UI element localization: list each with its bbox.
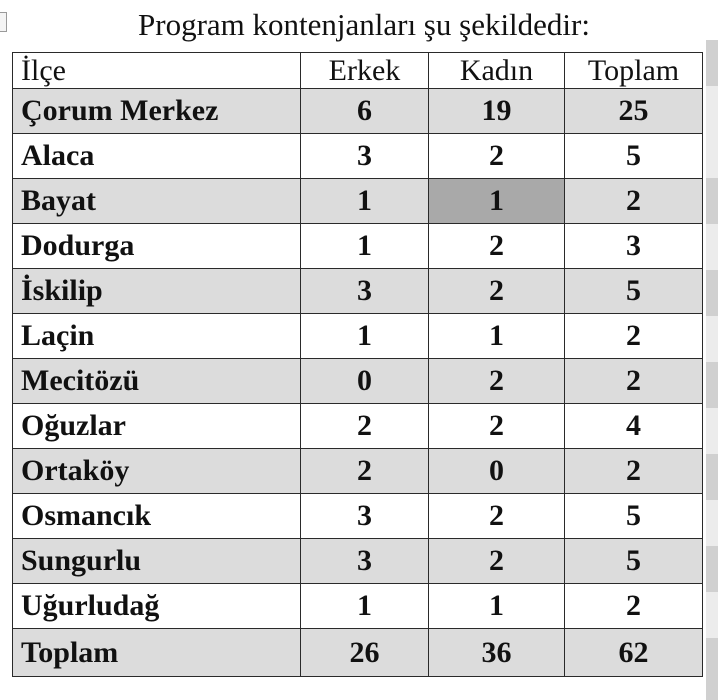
kadin-cell: 0 <box>429 449 565 494</box>
toplam-cell: 2 <box>565 314 703 359</box>
table-row <box>13 584 703 629</box>
erkek-cell: 3 <box>301 134 429 179</box>
district-name: Ortaköy <box>13 449 301 494</box>
toplam-cell: 2 <box>565 449 703 494</box>
erkek-cell: 2 <box>301 449 429 494</box>
toplam-cell: 2 <box>565 179 703 224</box>
total-kadin: 36 <box>429 629 565 677</box>
kadin-cell: 1 <box>429 314 565 359</box>
header-erkek: Erkek <box>301 53 429 89</box>
erkek-cell: 2 <box>301 404 429 449</box>
kadin-cell: 1 <box>429 584 565 629</box>
total-toplam: 62 <box>565 629 703 677</box>
toplam-cell: 5 <box>565 269 703 314</box>
right-edge-shadow <box>706 40 718 700</box>
header-toplam: Toplam <box>565 53 703 89</box>
table-header-row <box>13 53 703 89</box>
quota-table <box>12 52 703 677</box>
total-label: Toplam <box>13 629 301 677</box>
header-kadin: Kadın <box>429 53 565 89</box>
erkek-cell: 0 <box>301 359 429 404</box>
table-row <box>13 449 703 494</box>
toplam-cell: 3 <box>565 224 703 269</box>
toplam-cell: 5 <box>565 494 703 539</box>
district-name: Alaca <box>13 134 301 179</box>
kadin-cell: 2 <box>429 134 565 179</box>
district-name: Çorum Merkez <box>13 89 301 134</box>
district-name: Oğuzlar <box>13 404 301 449</box>
table-row <box>13 539 703 584</box>
district-name: Osmancık <box>13 494 301 539</box>
erkek-cell: 1 <box>301 224 429 269</box>
kadin-cell-highlighted: 1 <box>429 179 565 224</box>
kadin-cell: 2 <box>429 404 565 449</box>
table-row <box>13 404 703 449</box>
district-name: Laçin <box>13 314 301 359</box>
table-row <box>13 314 703 359</box>
total-row <box>13 629 703 677</box>
district-name: İskilip <box>13 269 301 314</box>
district-name: Bayat <box>13 179 301 224</box>
erkek-cell: 3 <box>301 269 429 314</box>
erkek-cell: 6 <box>301 89 429 134</box>
table-row <box>13 224 703 269</box>
kadin-cell: 2 <box>429 494 565 539</box>
district-name: Uğurludağ <box>13 584 301 629</box>
header-ilce: İlçe <box>13 53 301 89</box>
kadin-cell: 2 <box>429 224 565 269</box>
kadin-cell: 2 <box>429 269 565 314</box>
table-row <box>13 89 703 134</box>
table-caption: Program kontenjanları şu şekildedir: <box>138 7 590 42</box>
kadin-cell: 2 <box>429 359 565 404</box>
toplam-cell: 4 <box>565 404 703 449</box>
erkek-cell: 1 <box>301 584 429 629</box>
district-name: Sungurlu <box>13 539 301 584</box>
district-name: Mecitözü <box>13 359 301 404</box>
kadin-cell: 19 <box>429 89 565 134</box>
toplam-cell: 25 <box>565 89 703 134</box>
erkek-cell: 3 <box>301 539 429 584</box>
table-row <box>13 269 703 314</box>
toplam-cell: 2 <box>565 584 703 629</box>
kadin-cell: 2 <box>429 539 565 584</box>
erkek-cell: 1 <box>301 179 429 224</box>
table-row <box>13 179 703 224</box>
erkek-cell: 3 <box>301 494 429 539</box>
table-row <box>13 359 703 404</box>
erkek-cell: 1 <box>301 314 429 359</box>
district-name: Dodurga <box>13 224 301 269</box>
toplam-cell: 5 <box>565 539 703 584</box>
total-erkek: 26 <box>301 629 429 677</box>
table-row <box>13 494 703 539</box>
table-row <box>13 134 703 179</box>
toplam-cell: 2 <box>565 359 703 404</box>
toplam-cell: 5 <box>565 134 703 179</box>
